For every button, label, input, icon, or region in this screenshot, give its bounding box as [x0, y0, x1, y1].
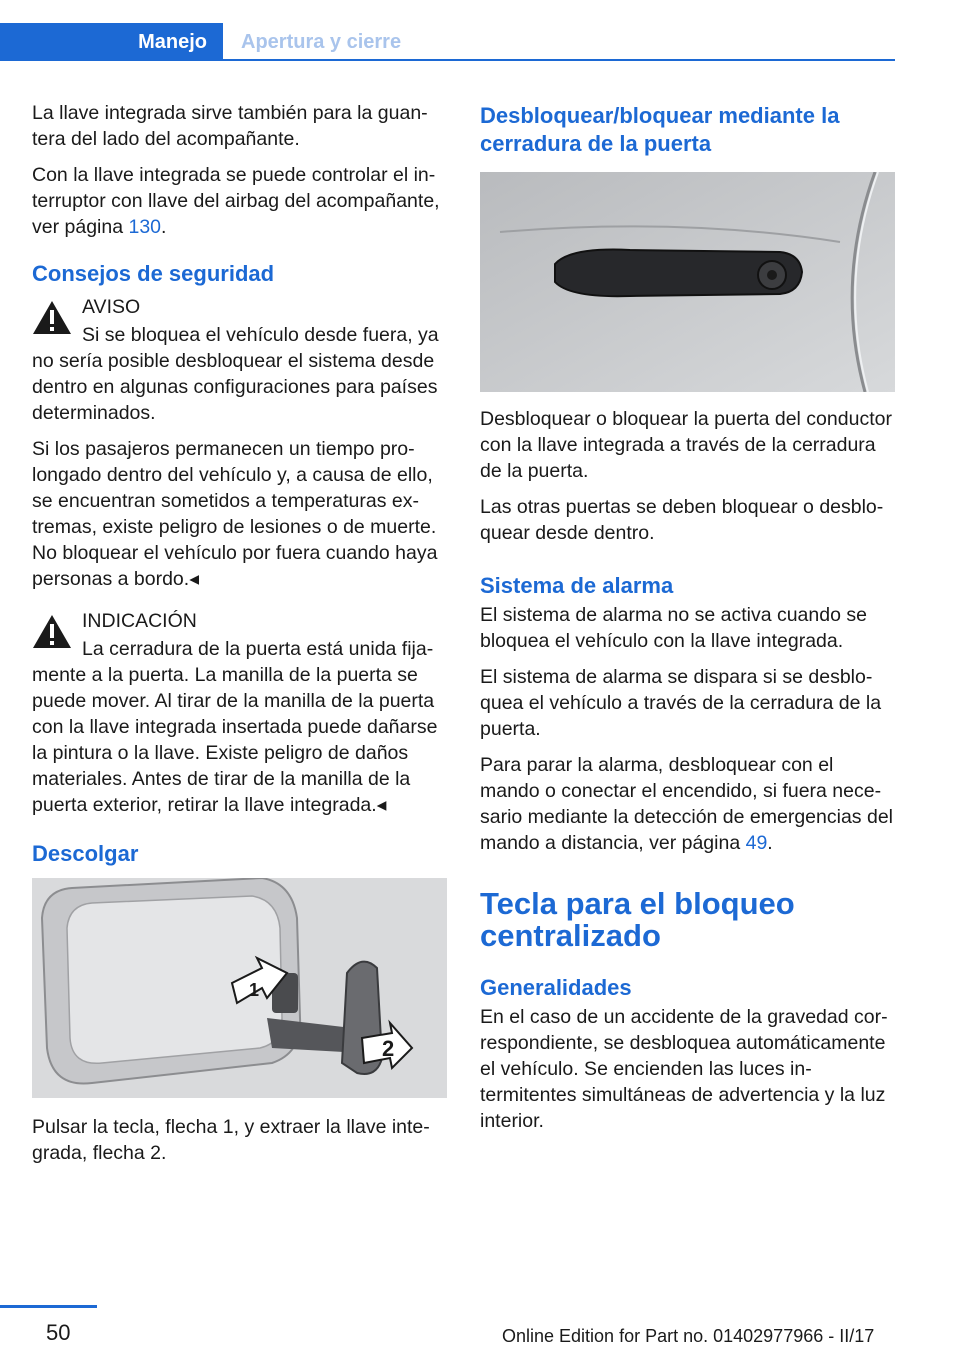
warning-title-aviso: AVISO — [82, 296, 141, 318]
caption-key-removal: Pulsar la tecla, flecha 1, y extraer la llave integrada, flecha 2. — [32, 1116, 430, 1164]
paragraph-driver-door: Desbloquear o bloquear la puerta del conductor con la llave integrada a través de la cerradura de la puerta. — [480, 408, 892, 482]
page-link-130[interactable]: 130 — [128, 216, 162, 238]
warning-text-aviso-1: Si se bloquea el vehículo desde fuera, ya no sería posible desbloquear el sistema desde dentro en algunas configuraciones para países determinados. — [32, 324, 439, 424]
heading-remove-key: Descolgar — [32, 841, 139, 866]
heading-alarm-system: Sistema de alarma — [480, 573, 674, 598]
paragraph-alarm-inactive: El sistema de alarma no se activa cuando se bloquea el vehículo con la llave integrada. — [480, 604, 867, 652]
edition-note: Online Edition for Part no. 01402977966 - II/17 — [502, 1326, 875, 1346]
key-removal-illustration — [32, 878, 447, 1098]
door-handle-illustration — [480, 172, 895, 392]
page-link-49[interactable]: 49 — [745, 832, 768, 854]
warning-block-indicacion — [32, 608, 448, 818]
chapter-tab-active[interactable]: Manejo — [0, 23, 223, 61]
paragraph-stop-alarm: Para parar la alarma, desbloquear con el mando o conectar el encendido, si fuera necesario mediante la detección de emergencias del mando a distancia, ver página 49. — [480, 754, 893, 854]
heading-safety-tips: Consejos de seguridad — [32, 261, 275, 286]
arrow-label-2: 2 — [382, 1036, 395, 1061]
heading-central-locking: Tecla para el bloqueo centralizado — [480, 886, 795, 953]
heading-door-lock: Desbloquear/bloquear mediante la cerradura de la puerta — [480, 103, 840, 156]
paragraph-accident-unlock: En el caso de un accidente de la gravedad correspondiente, se desbloquea automáticamente el vehículo. Se encienden las luces intermitentes simultáneas de advertencia y la luz interior. — [480, 1006, 888, 1132]
warning-text-indicacion: La cerradura de la puerta está unida fijamente a la puerta. La manilla de la puerta se puede mover. Al tirar de la manilla de la puerta con la llave integrada insertada puede dañarse la pintura o la llave. Existe peligro de daños materiales. Antes de tirar de la manilla de la puerta exterior, retirar la llave integrada.◂ — [32, 638, 438, 816]
page-footer — [0, 1305, 960, 1362]
heading-general: Generalidades — [480, 975, 632, 1000]
paragraph-airbag-switch: Con la llave integrada se puede controlar el interruptor con llave del airbag del acompañante, ver página 130. — [32, 164, 440, 238]
warning-triangle-icon — [32, 614, 72, 649]
figure-key-removal — [32, 878, 447, 1098]
paragraph-glovebox: La llave integrada sirve también para la guantera del lado del acompañante. — [32, 102, 428, 150]
right-column — [480, 100, 896, 1144]
arrow-label-1: 1 — [249, 980, 260, 1000]
paragraph-other-doors: Las otras puertas se deben bloquear o desbloquear desde dentro. — [480, 496, 884, 544]
left-column — [32, 100, 448, 1176]
header-divider — [223, 59, 895, 61]
figure-door-handle — [480, 172, 895, 392]
paragraph-alarm-triggered: El sistema de alarma se dispara si se desbloquea el vehículo a través de la cerradura de la puerta. — [480, 666, 882, 740]
chapter-tab-section[interactable]: Apertura y cierre — [241, 30, 402, 53]
warning-text-aviso-2: Si los pasajeros permanecen un tiempo prolongado dentro del vehículo y, a causa de ello, se encuentran sometidos a temperaturas extremas, existe peligro de lesiones o de muerte. No bloquear el vehículo por fuera cuando haya personas a bordo.◂ — [32, 438, 438, 590]
page-header — [0, 23, 895, 61]
warning-title-indicacion: INDICACIÓN — [82, 610, 197, 632]
footer-accent-line — [0, 1305, 97, 1308]
warning-triangle-icon — [32, 300, 72, 335]
warning-block-aviso — [32, 294, 448, 592]
page-number: 50 — [46, 1320, 71, 1345]
